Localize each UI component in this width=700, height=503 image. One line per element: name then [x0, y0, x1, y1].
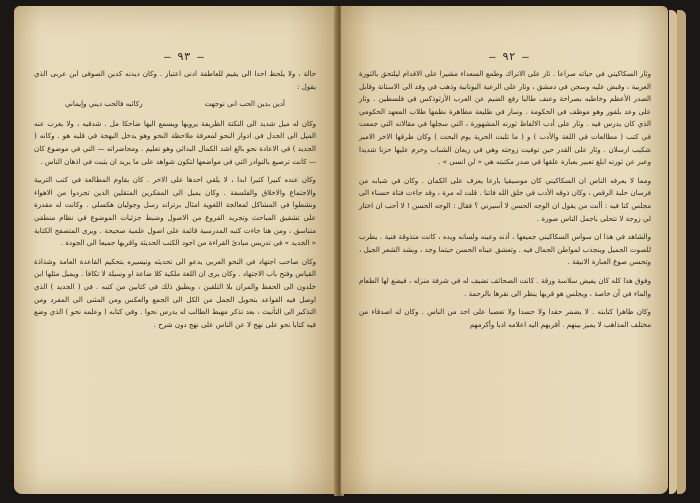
paragraph: وكان عنده كبيرا كثيرا ابدا ، لا يلقي احدها على الاخر . كان يقاوم المطالعة في كتب التربية والاجتماع والاخلاق والفلسفة . وكان يميل الى المفكرين المتقلين الذين تجردوا من الاهواء ونشطوا في المشاكل لمعالجة اللغوية امثال برتراند رسل وجوليان هكسلي . وكانت له مقدرة على تشقيق المباحث وتجريد الفروع من الاصول وضبط جزئيات الموضوع في نظام منطقي متناسق ، ومن هنا جاءت كتبه المدرسية قائمة على اصول علمية صحيحة . ويرى المتصفح الكتابة « الجديد » في تدريس مبادئ القراءة من اجود الكتب الحديثة واقربها جميعا الى الجودة .	[34, 175, 316, 248]
paragraph: وكان طاهرا كتابته . لا يضمر حقدا ولا حسدا ولا تعصبا على احد من الناس . وكان له اصدقاء من مختلف المذاهب لا يميز بينهم . أقربهم اليه اعلامه ادبا وأكرمهم	[359, 307, 651, 329]
poem-verse	[34, 98, 316, 111]
paragraph: حالة ، ولا يلحظ احدا الى يقيم للعاطفة ادنى اعتبار . وكان ديدنه كدين الصوفى ابن عربى الذي يقول :	[34, 69, 316, 91]
paragraph: وثار السكاكيني في حياته صراعا . ثار على الاتراك وطمع السعداء مشيرا على الاقدام ليلتحق بالثورة العربية ، وقبض عليه وسجن في دمشق ، وثار على الرعية اليونانية وذهب في وفد الى الاستانة وقابل الصدر الأعظم وخاطبه بصراحة وعنف طالبا رفع الضيم عن العرب الأرثوذكس في فلسطين . وثار على وعد بلفور وهو موظف في الحكومة . وسار في طليعة مظاهرة نظمها طلاب المعهد الحكومي الذي كان يدرس فيه . وثار على أدب الالفاظ ثورته المشهورة ، التي سجلها في مقالاته التي جمعت في كتب ( مطالعات في اللغة والأدب ) و ( ما تلبث الحرية يوم البحث ) وكان طرقها الاخر الامير شكيب ارسلان . وثار على القدر حين توفيت زوجته وهي في ريعان الشباب وحرم عليها حزنا شديدا وعبر عن ثورته ابلغ تعبير بعبارة علقها في صدر مكتبته هي « لن انسى » .	[359, 69, 651, 167]
paragraph: وكان صاحب اجتهاد في النحو العربي يدعو الى تحديثه وتيسيره بتحكيم القاعدة العامة وشذاذة القياس وفتح باب الاجتهاد . وكان يرى ان اللغة ملكية كلا ضاعة او وسيلة لا تكافا . ويميل مثلها ابن خلدون الى الحفظ والمران بلا التلقين ، ويطيق ذلك في كتابين من كتبه . في ( الجديد ) الذي اوصل فيه القواعد بتحويل الجمل من الكل الى الجمع والعكس ومن المثنى الى المفرد ومن التذكير الى التأنيث ، بعد تذكر مهبط الطالب له يدرس نحوا . وفي كتابه ( وعلمه نحو ) الذي وضع فيه كتابا نحو على نهج لا عن الناس على نهج دون شرح .	[34, 256, 316, 329]
paragraph: ومما لا يعرفه الناس ان السكاكيني كان موسيقيا بارعا يعزف على الكمان . وكان في شبابه من فرسان حلبة الرقص ، وكان ذوقه الأدب في خلق الله فاتنا . قلت له مرة ، وقد جاءت فتاة حسناء الى مجلس كنا فيه : أأنت من يقول ان الوجه الحسن لا أسيرني ؟ فقال : الوجه الحسن ! لا أحب ان اختار لي زوجة لا تتحلى باجمل الناس صورة .	[359, 175, 651, 223]
left-page	[14, 6, 336, 494]
page-number: — ٩٢ —	[489, 50, 529, 63]
page-edges	[677, 10, 686, 494]
page-edges-inner	[669, 10, 677, 494]
paragraph: وفوق هذا كله كان يفيض سلاسة ورقة . كانت الصحائف تضيف له في شرفة منزله ، فيضع لها الطعام والماء في آن خاصة ، ويجلس هو قربها ينظر الى نقرها بالرحمة .	[359, 275, 651, 298]
book-spread	[8, 6, 692, 500]
right-page	[341, 6, 668, 494]
paragraph: والشاهد في هذا ان سواس السكاكيني جميعها ، أذنه وعينه ولسانه ويده ، كانت متذوقة فنية . يطرب للصوت الجميل وينجذب لمواطن الجمال فيه . وتعشق عيناه الحسن حيثما وجد ، ويشد الشعر الجيل ، وتحسن صوغ العبارة الانيقة .	[359, 232, 651, 267]
paragraph: وكان له ميل شديد الى النكتة الظريفة يرويها ويسمع اليها ضاحكا مل . شدقيه ، ولا يغرب عنه الميل الى الجدل في ادوار النحو لمعرفة ملاحظة النحو وهو يدخل البهجة في قلبه هو . وكانه ( الجديد ) في الاعادة نحو بالغ اشد الكمال البدائي وهو تعليم . ومحاضراته — التي في موضوع كان — كانت ترصيع بالنوادر التي في مواضعها لتكون شواهد على ما يريد ان يثبت في اذهان الناس .	[34, 118, 316, 166]
verse-hemistich: أدين بدين الحب انى توجهت	[204, 99, 286, 109]
verse-hemistich: ركائبه فالحب ديني وإيماني	[65, 99, 143, 109]
right-page-text	[359, 68, 651, 334]
left-page-text	[34, 68, 316, 334]
page-number: — ٩٣ —	[164, 50, 204, 63]
